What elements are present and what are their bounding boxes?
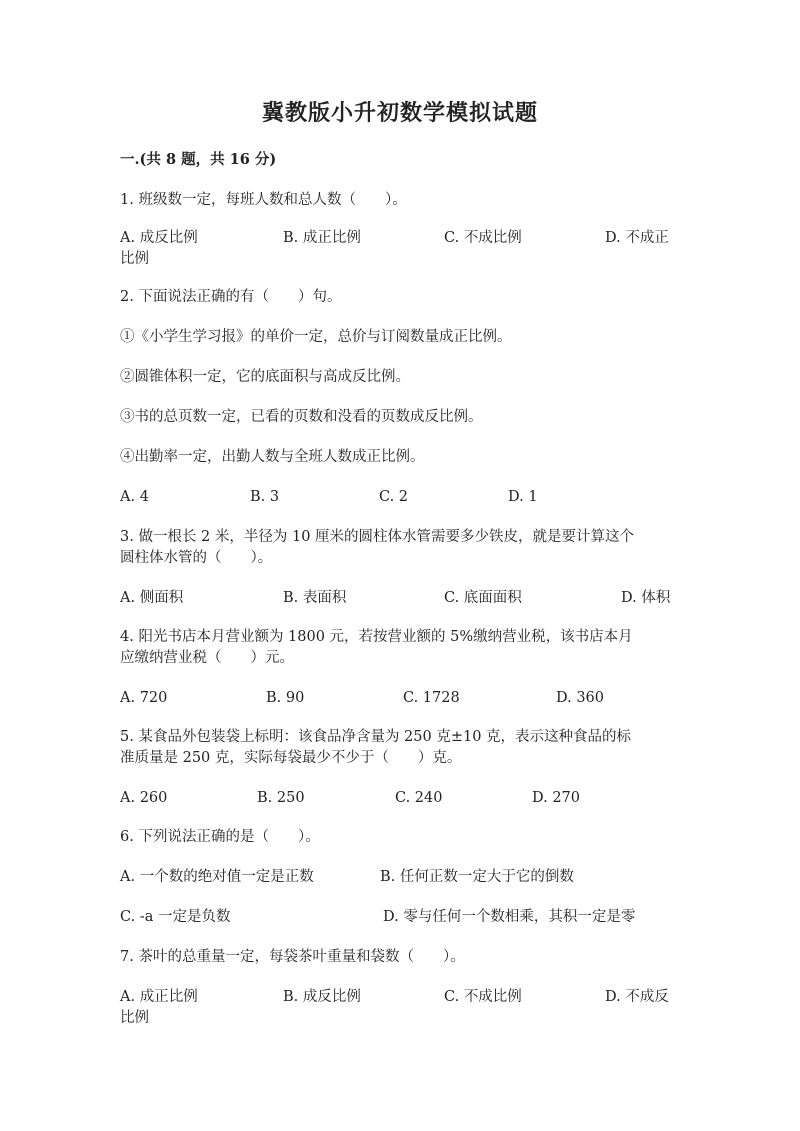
q5-option-c: C. 240: [395, 790, 443, 806]
question-5-text-line-1: 5. 某食品外包装袋上标明：该食品净含量为 250 克±10 克，表示这种食品的标: [120, 729, 632, 745]
question-6-text: 6. 下列说法正确的是（ ）。: [120, 829, 320, 845]
q1-option-d-wrap: 比例: [120, 251, 149, 267]
q5-option-d: D. 270: [532, 790, 581, 806]
q7-option-b: B. 成反比例: [283, 989, 361, 1005]
q1-option-b: B. 成正比例: [283, 230, 361, 246]
q5-option-a: A. 260: [120, 790, 168, 806]
question-3-text-line-2: 圆柱体水管的（ ）。: [120, 550, 273, 566]
q2-option-c: C. 2: [379, 489, 409, 505]
q2-statement-3: ③书的总页数一定，已看的页数和没看的页数成反比例。: [120, 409, 483, 425]
q5-option-b: B. 250: [257, 790, 305, 806]
q2-option-d: D. 1: [508, 489, 538, 505]
q2-statement-4: ④出勤率一定，出勤人数与全班人数成正比例。: [120, 449, 425, 465]
q4-option-d: D. 360: [556, 690, 605, 706]
question-7-text: 7. 茶叶的总重量一定，每袋茶叶重量和袋数（ ）。: [120, 949, 465, 965]
q6-option-b: B. 任何正数一定大于它的倒数: [380, 869, 574, 885]
q1-option-a: A. 成反比例: [120, 230, 198, 246]
question-3-text-line-1: 3. 做一根长 2 米，半径为 10 厘米的圆柱体水管需要多少铁皮，就是要计算这个: [120, 529, 635, 545]
question-1-text: 1. 班级数一定，每班人数和总人数（ ）。: [120, 192, 407, 208]
q3-option-d: D. 体积: [621, 590, 671, 606]
q3-option-b: B. 表面积: [283, 590, 347, 606]
q6-option-d: D. 零与任何一个数相乘，其积一定是零: [383, 909, 636, 925]
q4-option-a: A. 720: [120, 690, 168, 706]
q7-option-d-wrap: 比例: [120, 1010, 149, 1026]
q7-option-c: C. 不成比例: [444, 989, 522, 1005]
question-5-text-line-2: 准质量是 250 克，实际每袋最少不少于（ ）克。: [120, 750, 462, 766]
q4-option-c: C. 1728: [403, 690, 460, 706]
q1-option-c: C. 不成比例: [444, 230, 522, 246]
q3-option-c: C. 底面面积: [444, 590, 522, 606]
question-2-text: 2. 下面说法正确的有（ ）句。: [120, 289, 342, 305]
page-title: 冀教版小升初数学模拟试题: [261, 100, 538, 126]
q4-option-b: B. 90: [266, 690, 305, 706]
q6-option-a: A. 一个数的绝对值一定是正数: [120, 869, 314, 885]
question-4-text-line-1: 4. 阳光书店本月营业额为 1800 元，若按营业额的 5%缴纳营业税，该书店本月: [120, 629, 633, 645]
q6-option-c: C. -a 一定是负数: [120, 909, 231, 925]
q2-option-a: A. 4: [120, 489, 149, 505]
q7-option-a: A. 成正比例: [120, 989, 198, 1005]
q7-option-d: D. 不成反: [605, 989, 669, 1005]
q2-statement-2: ②圆锥体积一定，它的底面积与高成反比例。: [120, 369, 410, 385]
q2-statement-1: ①《小学生学习报》的单价一定，总价与订阅数量成正比例。: [120, 329, 512, 345]
q3-option-a: A. 侧面积: [120, 590, 184, 606]
section-heading: 一.(共 8 题，共 16 分): [120, 151, 277, 168]
q1-option-d: D. 不成正: [605, 230, 669, 246]
question-4-text-line-2: 应缴纳营业税（ ）元。: [120, 650, 294, 666]
q2-option-b: B. 3: [250, 489, 280, 505]
